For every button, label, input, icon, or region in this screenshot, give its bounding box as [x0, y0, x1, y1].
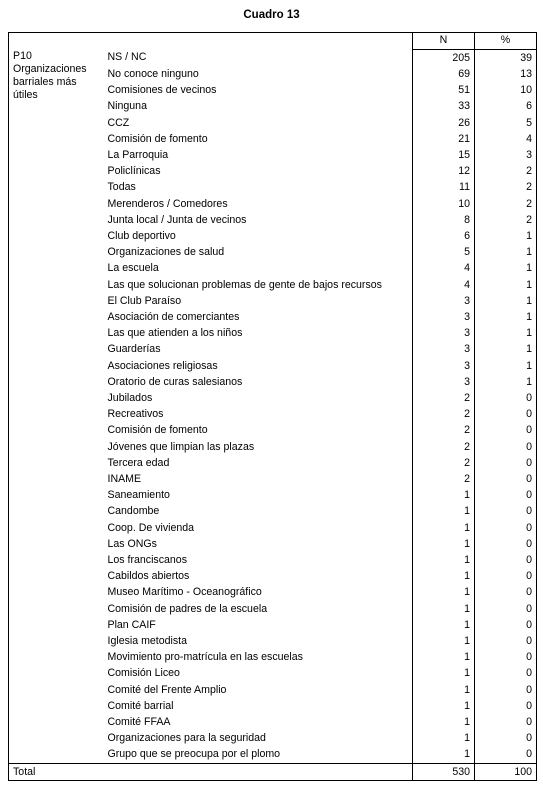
row-percent: 4 [475, 131, 537, 147]
row-n: 1 [413, 536, 475, 552]
row-label: Junta local / Junta de vecinos [107, 213, 247, 226]
row-n: 21 [413, 131, 475, 147]
total-label: Total [9, 763, 104, 780]
row-percent: 1 [475, 260, 537, 276]
row-label: Organizaciones de salud [107, 246, 225, 259]
row-n: 1 [413, 746, 475, 763]
row-percent: 0 [475, 649, 537, 665]
row-percent: 0 [475, 520, 537, 536]
row-label: Asociación de comerciantes [107, 310, 240, 323]
row-n: 1 [413, 730, 475, 746]
row-n: 1 [413, 568, 475, 584]
row-label: Jubilados [107, 391, 153, 404]
row-n: 3 [413, 309, 475, 325]
row-percent: 1 [475, 228, 537, 244]
row-n: 10 [413, 196, 475, 212]
row-percent: 0 [475, 455, 537, 471]
row-label: Policlínicas [107, 165, 161, 178]
row-label: Cabildos abiertos [107, 570, 190, 583]
row-percent: 0 [475, 471, 537, 487]
row-label: Organizaciones para la seguridad [107, 732, 266, 745]
row-percent: 2 [475, 163, 537, 179]
row-label: Comisiones de vecinos [107, 84, 217, 97]
group-code: P10 [13, 50, 32, 63]
row-percent: 0 [475, 617, 537, 633]
row-percent: 0 [475, 714, 537, 730]
row-n: 11 [413, 179, 475, 195]
row-n: 51 [413, 82, 475, 98]
row-label: Comisión Liceo [107, 667, 180, 680]
total-row [9, 763, 537, 780]
row-label: Ninguna [107, 100, 147, 113]
header-n: N [413, 33, 475, 50]
group-label: Organizaciones barriales más útiles [13, 62, 87, 101]
row-percent: 0 [475, 536, 537, 552]
row-percent: 0 [475, 552, 537, 568]
row-percent: 0 [475, 390, 537, 406]
row-percent: 0 [475, 439, 537, 455]
table-body [9, 33, 537, 781]
row-label: Comisión de fomento [107, 132, 208, 145]
row-percent: 0 [475, 682, 537, 698]
row-label: Candombe [107, 505, 160, 518]
row-label: CCZ [107, 116, 130, 129]
row-n: 1 [413, 698, 475, 714]
row-label: Las que atienden a los niños [107, 327, 243, 340]
row-n: 2 [413, 390, 475, 406]
row-percent: 2 [475, 179, 537, 195]
row-percent: 0 [475, 406, 537, 422]
row-percent: 0 [475, 503, 537, 519]
row-label: Club deportivo [107, 229, 176, 242]
row-n: 1 [413, 487, 475, 503]
row-n: 1 [413, 633, 475, 649]
row-n: 1 [413, 552, 475, 568]
row-percent: 6 [475, 98, 537, 114]
row-n: 8 [413, 212, 475, 228]
header-blank [9, 33, 104, 50]
row-percent: 0 [475, 633, 537, 649]
row-n: 2 [413, 439, 475, 455]
row-label: Guarderías [107, 343, 161, 356]
row-label: Comité del Frente Amplio [107, 683, 227, 696]
row-n: 1 [413, 617, 475, 633]
row-percent: 13 [475, 66, 537, 82]
row-n: 1 [413, 601, 475, 617]
row-label: Todas [107, 181, 136, 194]
table-row [9, 49, 537, 66]
row-n: 3 [413, 293, 475, 309]
row-label: Saneamiento [107, 489, 170, 502]
row-percent: 2 [475, 212, 537, 228]
row-percent: 1 [475, 309, 537, 325]
row-label: INAME [107, 472, 142, 485]
row-label: Oratorio de curas salesianos [107, 375, 243, 388]
frequency-table [8, 32, 537, 781]
row-percent: 0 [475, 487, 537, 503]
row-label: Comité barrial [107, 699, 174, 712]
row-n: 3 [413, 325, 475, 341]
row-n: 15 [413, 147, 475, 163]
row-label: Las que solucionan problemas de gente de bajos recursos [107, 278, 382, 291]
row-n: 3 [413, 358, 475, 374]
row-label: Jóvenes que limpian las plazas [107, 440, 255, 453]
row-percent: 1 [475, 293, 537, 309]
row-percent: 0 [475, 730, 537, 746]
row-n: 205 [413, 49, 475, 66]
row-n: 2 [413, 471, 475, 487]
header-row [9, 33, 537, 50]
row-label: Museo Marítimo - Oceanográfico [107, 586, 262, 599]
row-n: 1 [413, 665, 475, 681]
row-label: La escuela [107, 262, 159, 275]
header-percent: % [475, 33, 537, 50]
row-n: 2 [413, 406, 475, 422]
row-percent: 1 [475, 325, 537, 341]
row-percent: 2 [475, 196, 537, 212]
row-label: Iglesia metodista [107, 635, 187, 647]
row-percent: 1 [475, 277, 537, 293]
row-percent: 5 [475, 115, 537, 131]
row-n: 69 [413, 66, 475, 82]
total-blank [104, 763, 413, 780]
total-n: 530 [413, 763, 475, 780]
total-percent: 100 [475, 763, 537, 780]
row-label: Tercera edad [107, 456, 170, 469]
row-label: Merenderos / Comedores [107, 197, 228, 210]
row-percent: 10 [475, 82, 537, 98]
row-n: 1 [413, 584, 475, 600]
row-n: 3 [413, 374, 475, 390]
row-n: 1 [413, 520, 475, 536]
row-n: 1 [413, 714, 475, 730]
table-title: Cuadro 13 [243, 9, 300, 21]
row-label: Los franciscanos [107, 553, 187, 566]
row-n: 1 [413, 649, 475, 665]
row-percent: 0 [475, 665, 537, 681]
row-n: 1 [413, 503, 475, 519]
row-n: 33 [413, 98, 475, 114]
row-percent: 1 [475, 374, 537, 390]
header-blank [104, 33, 413, 50]
row-label: Comisión de fomento [107, 424, 208, 437]
row-n: 2 [413, 455, 475, 471]
row-n: 1 [413, 682, 475, 698]
row-n: 4 [413, 260, 475, 276]
row-n: 12 [413, 163, 475, 179]
row-label: Asociaciones religiosas [107, 359, 218, 372]
row-label: No conoce ninguno [107, 67, 199, 80]
row-label: El Club Paraíso [107, 294, 182, 307]
row-n: 5 [413, 244, 475, 260]
row-n: 4 [413, 277, 475, 293]
row-n: 2 [413, 422, 475, 438]
row-percent: 3 [475, 147, 537, 163]
row-percent: 0 [475, 422, 537, 438]
row-label: Comité FFAA [107, 716, 171, 729]
row-label: Las ONGs [107, 537, 157, 550]
row-percent: 0 [475, 568, 537, 584]
row-n: 3 [413, 341, 475, 357]
row-label: NS / NC [107, 51, 147, 64]
row-label: Comisión de padres de la escuela [107, 602, 268, 615]
group-label-cell [9, 49, 104, 763]
row-n: 26 [413, 115, 475, 131]
row-percent: 0 [475, 584, 537, 600]
row-percent: 0 [475, 746, 537, 763]
row-label: La Parroquia [107, 148, 169, 161]
row-label: Grupo que se preocupa por el plomo [107, 748, 281, 761]
row-n: 6 [413, 228, 475, 244]
row-label: Recreativos [107, 408, 164, 421]
row-label: Plan CAIF [107, 618, 156, 631]
row-percent: 1 [475, 358, 537, 374]
row-percent: 0 [475, 698, 537, 714]
row-percent: 1 [475, 341, 537, 357]
row-percent: 0 [475, 601, 537, 617]
row-percent: 1 [475, 244, 537, 260]
row-label: Coop. De vivienda [107, 521, 195, 534]
row-percent: 39 [475, 49, 537, 66]
row-label: Movimiento pro-matrícula en las escuelas [107, 651, 303, 664]
